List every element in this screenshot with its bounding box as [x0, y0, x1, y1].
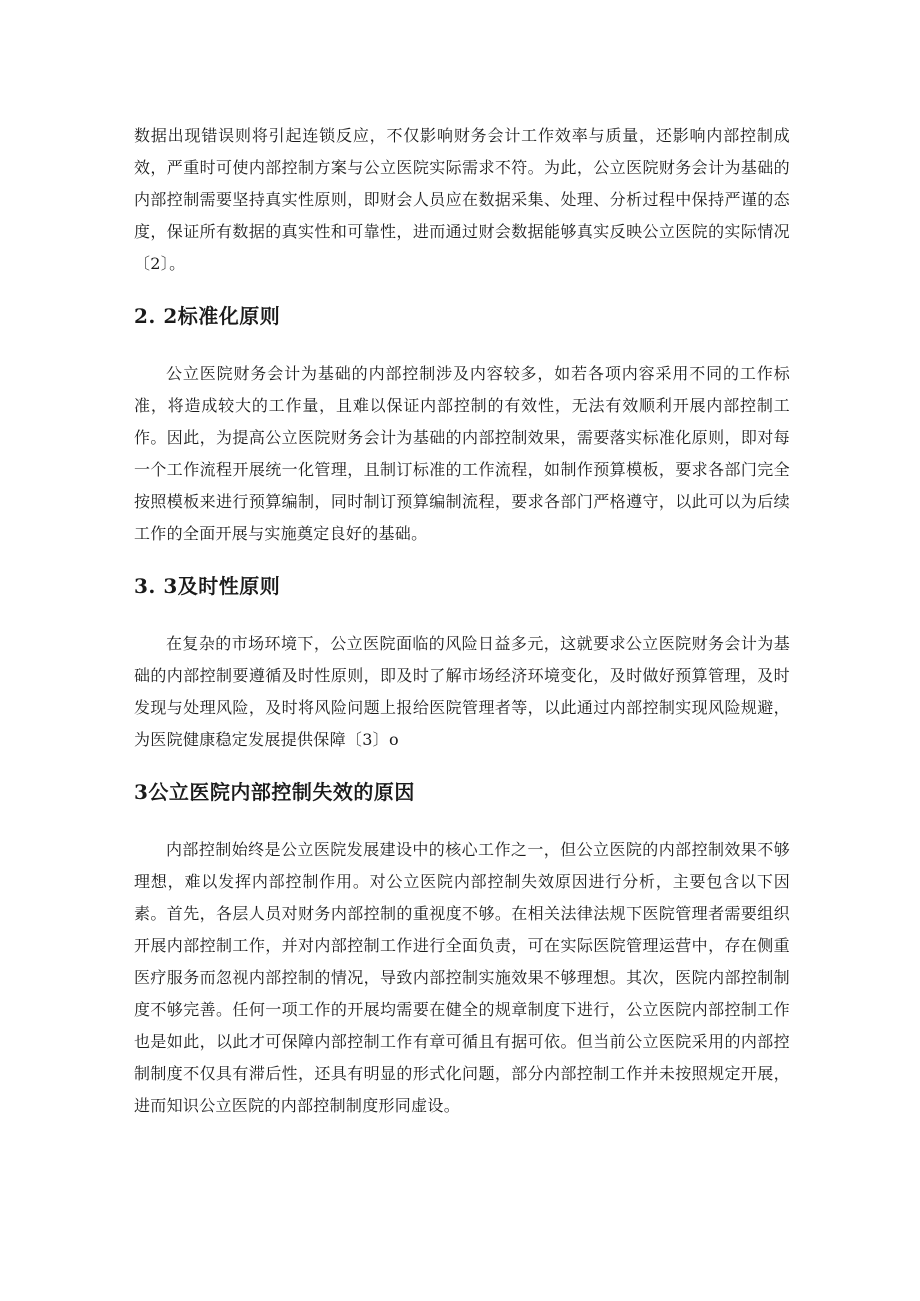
- heading-standardization-principle: 2. 2标准化原则: [134, 304, 281, 328]
- paragraph-timeliness-principle: 在复杂的市场环境下，公立医院面临的风险日益多元，这就要求公立医院财务会计为基础的内部控制要遵循及时性原则，即及时了解市场经济环境变化，及时做好预算管理，及时发现与处理风险，及时将风险问题上报给医院管理者等，以此通过内部控制实现风险规避，为医院健康稳定发展提供保障〔3〕o: [134, 634, 790, 749]
- paragraph-authenticity-principle: 数据出现错误则将引起连锁反应，不仅影响财务会计工作效率与质量，还影响内部控制成效，严重时可使内部控制方案与公立医院实际需求不符。为此，公立医院财务会计为基础的内部控制需要坚持真实性原则，即财会人员应在数据采集、处理、分析过程中保持严谨的态度，保证所有数据的真实性和可靠性，进而通过财会数据能够真实反映公立医院的实际情况〔2〕。: [134, 126, 790, 273]
- paragraph-internal-control-failure-reasons: 内部控制始终是公立医院发展建设中的核心工作之一，但公立医院的内部控制效果不够理想，难以发挥内部控制作用。对公立医院内部控制失效原因进行分析，主要包含以下因素。首先，各层人员对财务内部控制的重视度不够。在相关法律法规下医院管理者需要组织开展内部控制工作，并对内部控制工作进行全面负责，可在实际医院管理运营中，存在侧重医疗服务而忽视内部控制的情况，导致内部控制实施效果不够理想。其次，医院内部控制制度不够完善。任何一项工作的开展均需要在健全的规章制度下进行，公立医院内部控制工作也是如此，以此才可保障内部控制工作有章可循且有据可依。但当前公立医院采用的内部控制制度不仅具有滞后性，还具有明显的形式化问题，部分内部控制工作并未按照规定开展，进而知识公立医院的内部控制制度形同虚设。: [134, 840, 790, 1115]
- heading-timeliness-principle: 3. 3及时性原则: [134, 574, 281, 598]
- document-page: [134, 120, 790, 1122]
- paragraph-standardization-principle: 公立医院财务会计为基础的内部控制涉及内容较多，如若各项内容采用不同的工作标准，将造成较大的工作量，且难以保证内部控制的有效性，无法有效顺利开展内部控制工作。因此，为提高公立医院财务会计为基础的内部控制效果，需要落实标准化原则，即对每一个工作流程开展统一化管理，且制订标准的工作流程，如制作预算模板，要求各部门完全按照模板来进行预算编制，同时制订预算编制流程，要求各部门严格遵守，以此可以为后续工作的全面开展与实施奠定良好的基础。: [134, 364, 790, 543]
- heading-internal-control-failure-reasons: 3公立医院内部控制失效的原因: [134, 780, 415, 804]
